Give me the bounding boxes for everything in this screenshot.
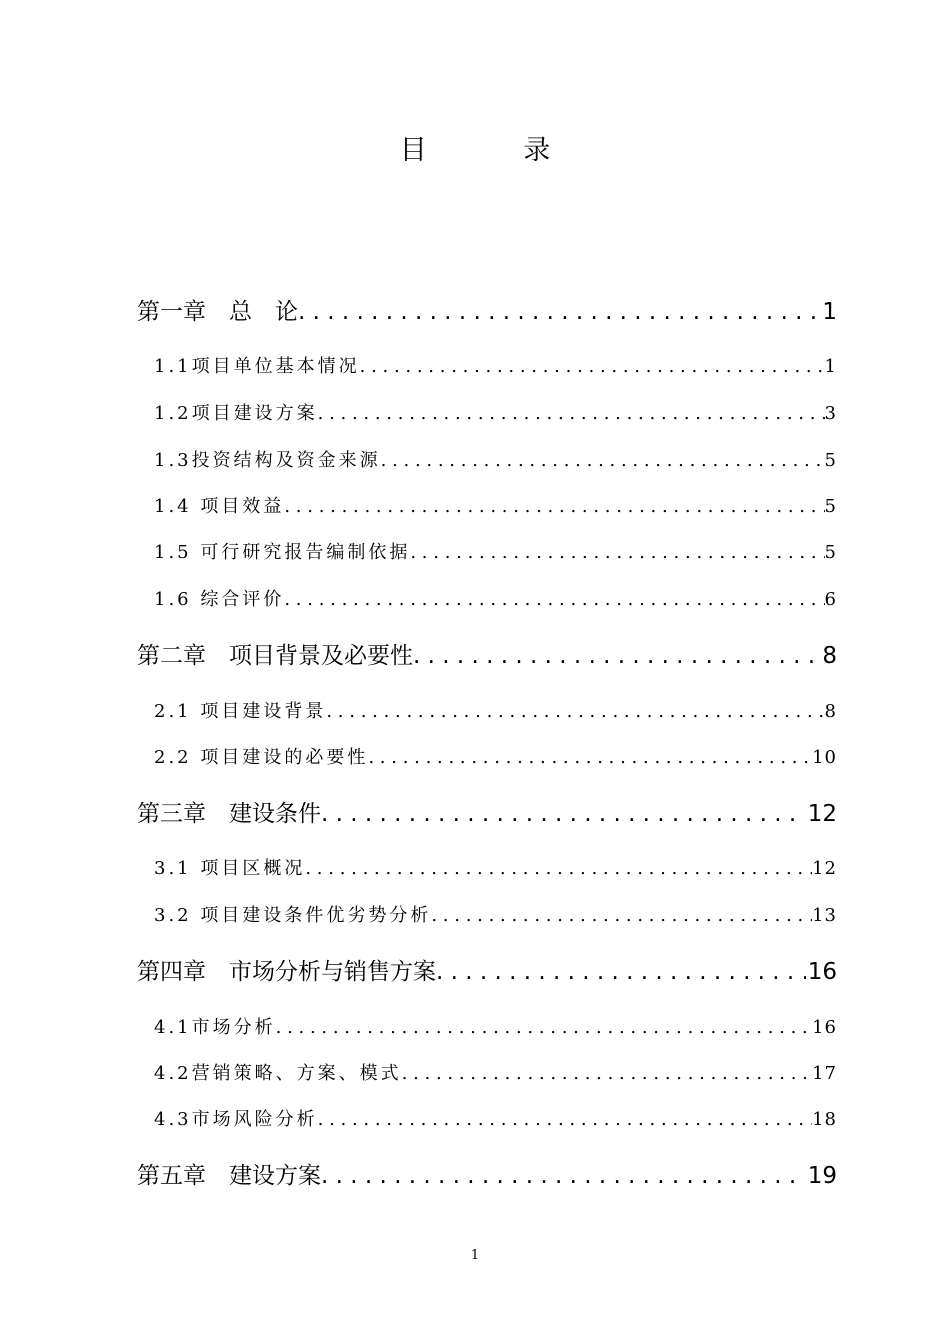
leader-dots <box>381 450 825 471</box>
leader-dots <box>360 356 825 377</box>
toc-entry-page: 16 <box>807 959 837 985</box>
toc-entry-page: 8 <box>822 643 837 669</box>
toc-chapter-3[interactable] <box>137 795 837 828</box>
toc-entry-label: 1.3投资结构及资金来源 <box>154 450 381 471</box>
toc-entry-label: 第三章 建设条件 <box>137 801 321 827</box>
toc-entry-page: 1 <box>822 299 837 325</box>
toc-section-1-5[interactable] <box>154 538 837 564</box>
leader-dots <box>431 905 812 926</box>
toc-entry-page: 1 <box>824 356 837 377</box>
toc-chapter-2[interactable] <box>137 637 837 670</box>
toc-section-2-1[interactable] <box>154 697 837 723</box>
toc-entry-page: 19 <box>807 1163 837 1189</box>
toc-entry-page: 17 <box>812 1063 837 1084</box>
toc-entry-label: 4.3市场风险分析 <box>154 1109 318 1130</box>
toc-entry-label: 3.1 项目区概况 <box>154 858 306 879</box>
leader-dots <box>276 1017 812 1038</box>
leader-dots <box>321 1163 806 1189</box>
leader-dots <box>402 1063 812 1084</box>
leader-dots <box>284 589 824 610</box>
toc-entry-page: 12 <box>812 858 837 879</box>
toc-section-2-2[interactable] <box>154 743 837 769</box>
toc-section-4-3[interactable] <box>154 1105 837 1131</box>
toc-section-1-1[interactable] <box>154 352 837 378</box>
leader-dots <box>410 542 824 563</box>
leader-dots <box>318 1109 812 1130</box>
toc-entry-label: 1.4 项目效益 <box>154 496 285 517</box>
leader-dots <box>318 403 825 424</box>
toc-entry-label: 第一章 总 论 <box>137 299 298 325</box>
toc-entry-page: 3 <box>824 403 837 424</box>
toc-entry-label: 1.6 综合评价 <box>154 589 285 610</box>
toc-entry-page: 12 <box>807 801 837 827</box>
toc-section-3-2[interactable] <box>154 901 837 927</box>
toc-chapter-5[interactable] <box>137 1157 837 1190</box>
leader-dots <box>413 643 820 669</box>
toc-entry-page: 5 <box>824 496 837 517</box>
toc-entry-label: 1.2项目建设方案 <box>154 403 318 424</box>
toc-entry-page: 10 <box>812 747 837 768</box>
leader-dots <box>436 959 806 985</box>
toc-section-4-2[interactable] <box>154 1059 837 1085</box>
leader-dots <box>326 701 824 722</box>
toc-entry-label: 3.2 项目建设条件优劣势分析 <box>154 905 432 926</box>
toc-entry-page: 16 <box>812 1017 837 1038</box>
leader-dots <box>321 801 806 827</box>
toc-entry-page: 6 <box>824 589 837 610</box>
toc-section-3-1[interactable] <box>154 854 837 880</box>
toc-entry-label: 第二章 项目背景及必要性 <box>137 643 413 669</box>
toc-entry-label: 1.5 可行研究报告编制依据 <box>154 542 411 563</box>
leader-dots <box>368 747 812 768</box>
toc-section-1-3[interactable] <box>154 446 837 472</box>
toc-section-1-6[interactable] <box>154 585 837 611</box>
toc-entry-page: 8 <box>824 701 837 722</box>
leader-dots <box>284 496 824 517</box>
leader-dots <box>298 299 820 325</box>
toc-chapter-4[interactable] <box>137 953 837 986</box>
toc-chapter-1[interactable] <box>137 293 837 326</box>
toc-entry-label: 第四章 市场分析与销售方案 <box>137 959 436 985</box>
toc-entry-label: 第五章 建设方案 <box>137 1163 321 1189</box>
page-number: 1 <box>470 1248 480 1263</box>
toc-title: 目 录 <box>399 135 595 166</box>
toc-entry-label: 4.1市场分析 <box>154 1017 276 1038</box>
toc-section-1-2[interactable] <box>154 399 837 425</box>
toc-entry-page: 5 <box>824 450 837 471</box>
toc-entry-page: 13 <box>812 905 837 926</box>
toc-entry-label: 1.1项目单位基本情况 <box>154 356 360 377</box>
toc-entry-label: 4.2营销策略、方案、模式 <box>154 1063 402 1084</box>
toc-entry-page: 18 <box>812 1109 837 1130</box>
toc-entry-label: 2.1 项目建设背景 <box>154 701 327 722</box>
toc-section-4-1[interactable] <box>154 1013 837 1039</box>
leader-dots <box>305 858 812 879</box>
toc-entry-page: 5 <box>824 542 837 563</box>
toc-section-1-4[interactable] <box>154 492 837 518</box>
toc-entry-label: 2.2 项目建设的必要性 <box>154 747 369 768</box>
